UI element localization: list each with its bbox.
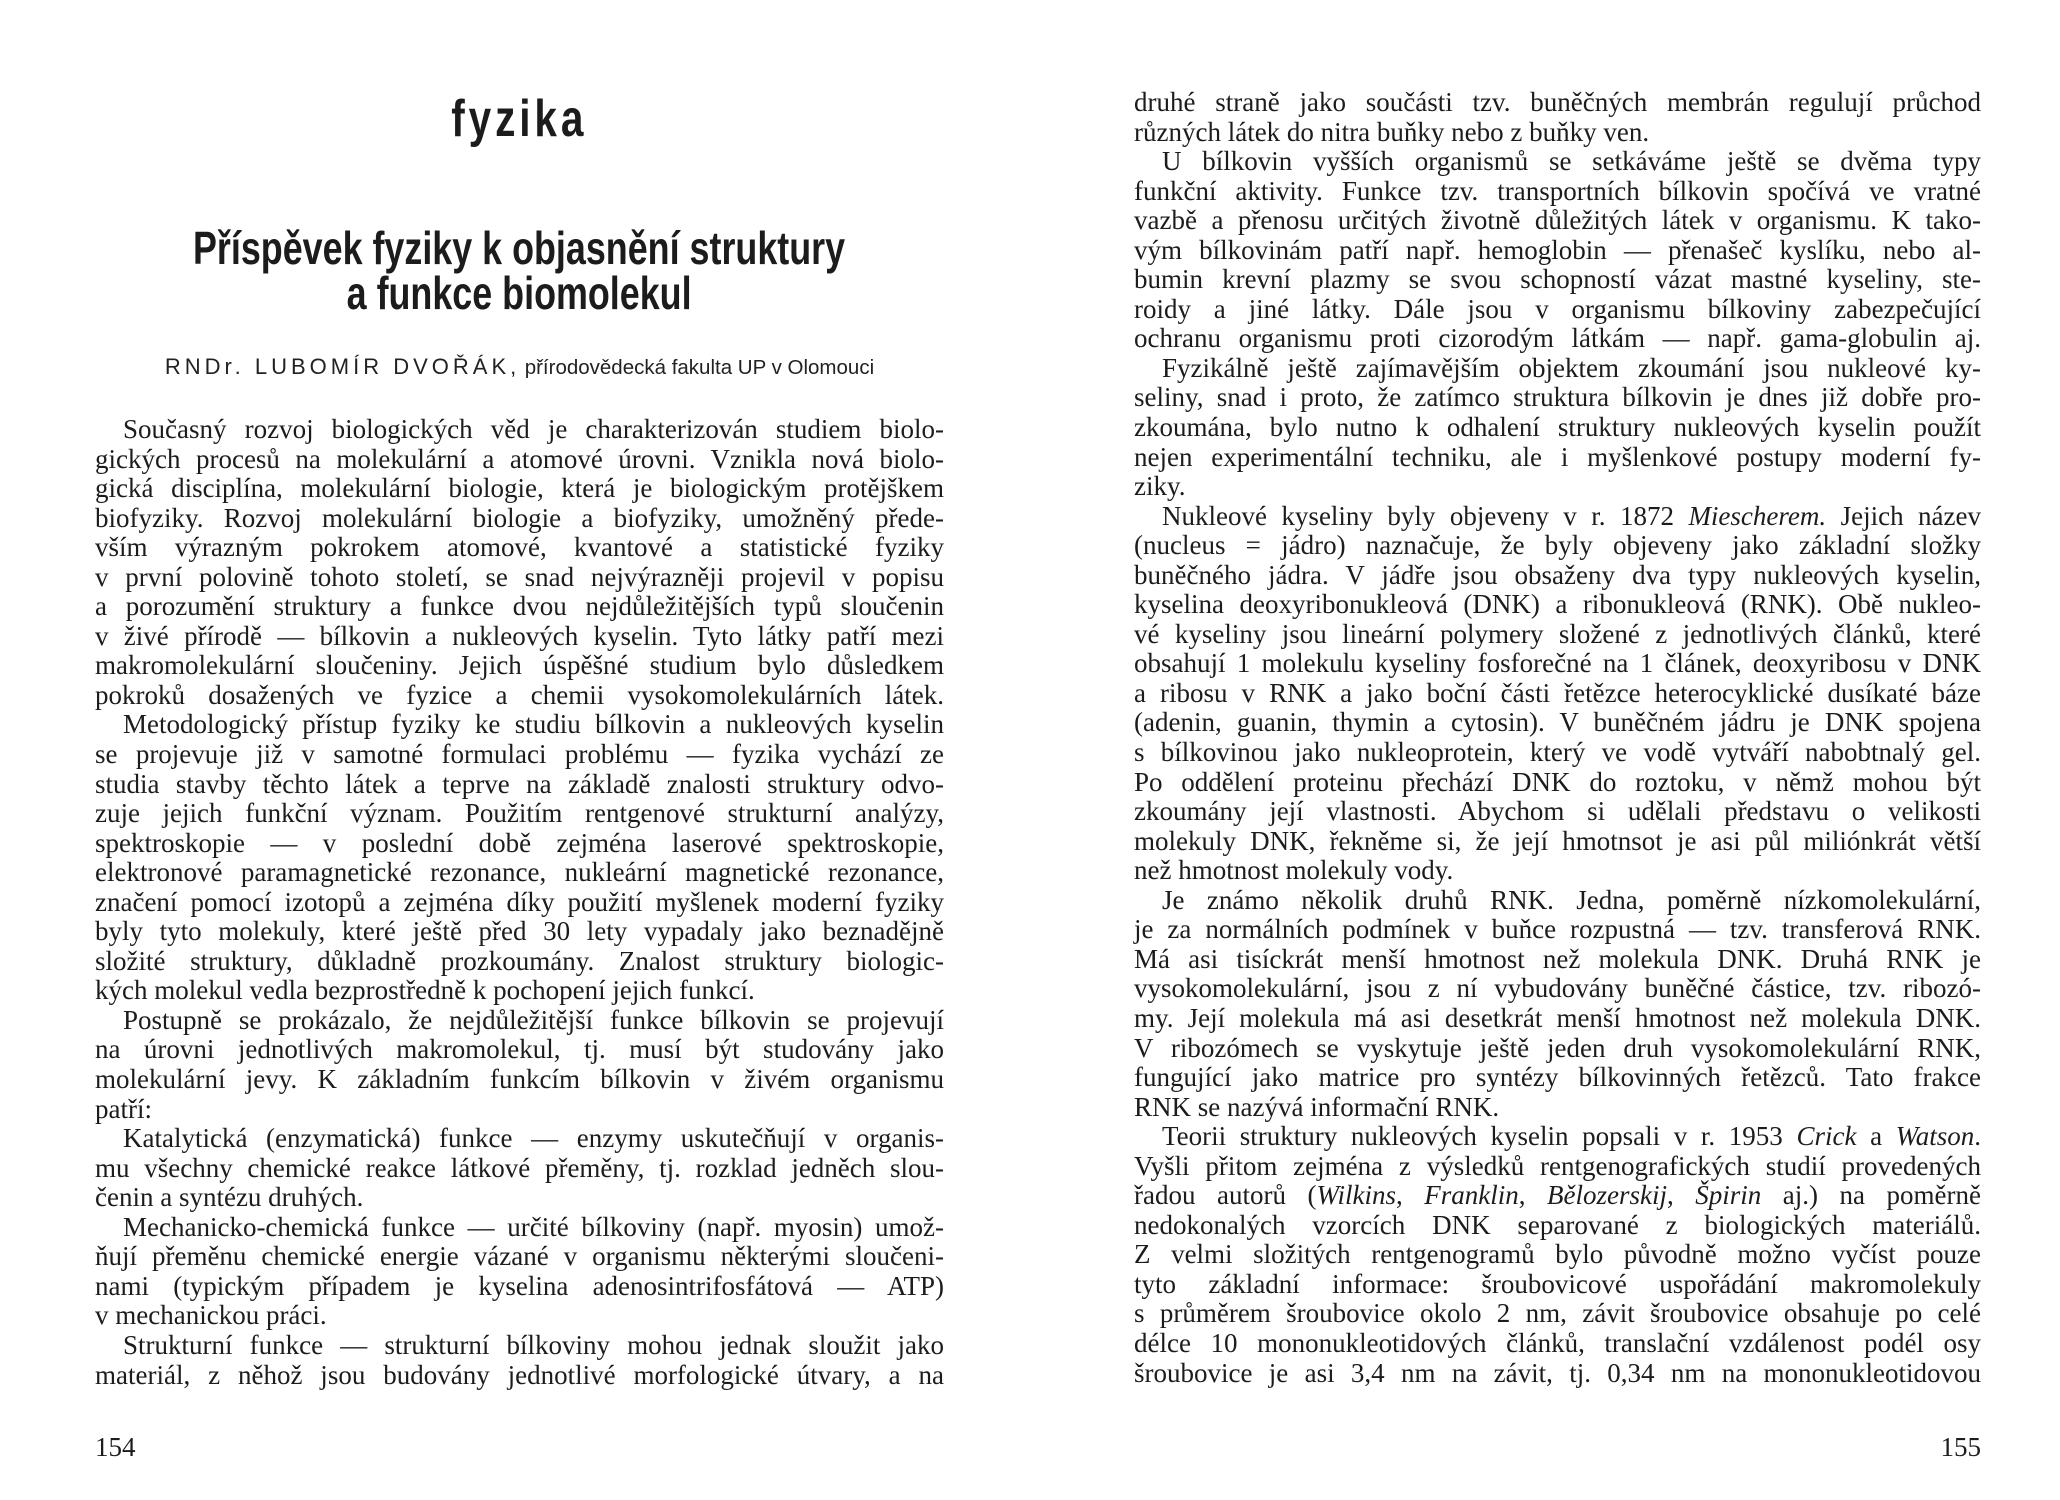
text-segment: Jejich název xyxy=(1826,500,1981,531)
text-line: a ribosu v RNK a jako boční části řetězce heterocyklické dusíkaté báze xyxy=(1134,677,1981,708)
text-line: makromolekulární sloučeniny. Jejich úspěšné studium bylo důsledkem xyxy=(95,650,944,681)
text-line: v mechanickou práci. xyxy=(95,1300,327,1331)
paragraph xyxy=(95,710,944,1005)
text-line: buněčného jádra. V jádře jsou obsaženy dva typy nukleových kyselin, xyxy=(1134,559,1981,590)
text-line: Současný rozvoj biologických věd je charakterizován studiem biolo- xyxy=(123,414,944,444)
text-line: vým bílkovinám patří např. hemoglobin — přenašeč kyslíku, nebo al- xyxy=(1134,234,1981,265)
text-segment: řadou autorů ( xyxy=(1134,1180,1317,1211)
text-line: čenin a syntézu druhých. xyxy=(95,1182,364,1213)
text-line: než hmotnost molekuly vody. xyxy=(1134,855,1454,886)
text-line: v první polovině tohoto století, se snad nejvýrazněji projevil v popisu xyxy=(95,561,944,592)
text-line: značení pomocí izotopů a zejména díky použití myšlenek moderní fyziky xyxy=(95,886,944,917)
byline xyxy=(95,352,944,385)
text-line: nami (typickým případem je kyselina adenosintrifosfátová — ATP) xyxy=(95,1270,944,1301)
text-line: s průměrem šroubovice okolo 2 nm, závit šroubovice obsahuje po celé xyxy=(1134,1298,1981,1329)
paragraph xyxy=(1134,502,1981,886)
text-line: U bílkovin vyšších organismů se setkáváme ještě se dvěma typy xyxy=(1162,146,1981,177)
text-line: gických procesů na molekulární a atomové úrovni. Vznikla nová biolo- xyxy=(95,443,944,474)
text-line: molekulární jevy. K základním funkcím bílkovin v živém organismu xyxy=(95,1064,944,1095)
text-line: patří: xyxy=(95,1093,152,1124)
text-line: v živé přírodě — bílkovin a nukleových kyselin. Tyto látky patří mezi xyxy=(95,620,944,651)
text-line: ziky. xyxy=(1134,471,1186,502)
text-segment: . xyxy=(1974,1121,1981,1152)
text-line: molekuly DNK, řekněme si, že její hmotnsot je asi půl miliónkrát větší xyxy=(1134,825,1981,856)
text-line: šroubovice je asi 3,4 nm na závit, tj. 0,34 nm na mononukleotidovou xyxy=(1134,1357,1981,1388)
text-line: je za normálních podmínek v buňce rozpustná — tzv. transferová RNK. xyxy=(1134,914,1981,945)
text-line: bumin krevní plazmy se svou schopností vázat mastné kyseliny, ste- xyxy=(1134,264,1981,295)
text-line: materiál, z něhož jsou budovány jednotlivé morfologické útvary, a na xyxy=(95,1359,944,1390)
right-page-body xyxy=(1134,88,1981,1388)
title-line-text: a funkce biomolekul xyxy=(347,267,692,319)
section-heading-text: fyzika xyxy=(451,90,588,148)
text-line: Má asi tisíckrát menší hmotnost než molekula DNK. Druhá RNK je xyxy=(1134,943,1981,974)
text-line: Je známo několik druhů RNK. Jedna, poměrně nízkomolekulární, xyxy=(1162,884,1981,915)
text-line: my. Její molekula má asi desetkrát menší hmotnost než molekula DNK. xyxy=(1134,1002,1981,1033)
text-line: zkoumány její vlastnosti. Abychom si udělali představu o velikosti xyxy=(1134,796,1981,827)
text-line: Z velmi složitých rentgenogramů bylo původně možno vyčíst pouze xyxy=(1134,1239,1981,1270)
text-line: mu všechny chemické reakce látkové přeměny, tj. rozklad jedněch slou- xyxy=(95,1152,944,1183)
text-line: zuje jejich funkční význam. Použitím rentgenové strukturní analýzy, xyxy=(95,798,944,829)
text-line: kých molekul vedla bezprostředně k pochopení jejich funkcí. xyxy=(95,975,755,1006)
text-line: tyto základní informace: šroubovicové uspořádání makromolekuly xyxy=(1134,1268,1981,1299)
text-line: Fyzikálně ještě zajímavějším objektem zkoumání jsou nukleové ky- xyxy=(1162,352,1981,383)
text-line: vazbě a přenosu určitých životně důležitých látek v organismu. K tako- xyxy=(1134,205,1981,236)
title-line-text: Příspěvek fyziky k objasnění struktury xyxy=(193,222,846,274)
title-line-1 xyxy=(95,222,944,274)
text-line: druhé straně jako součásti tzv. buněčných membrán regulují průchod xyxy=(1134,87,1981,117)
text-line: gická disciplína, molekulární biologie, která je biologickým protějškem xyxy=(95,473,944,504)
text-line: spektroskopie — v poslední době zejména laserové spektroskopie, xyxy=(95,827,944,858)
text-segment: aj.) na poměrně xyxy=(1761,1180,1981,1211)
italic-name: Watson xyxy=(1895,1121,1975,1152)
paragraph xyxy=(1134,1122,1981,1388)
text-line: Vyšli přitom zejména z výsledků rentgenografických studií provedených xyxy=(1134,1150,1981,1181)
article-title xyxy=(95,222,944,319)
page-number-left: 154 xyxy=(95,1432,136,1462)
title-line-2 xyxy=(95,267,944,319)
text-line: (nucleus = jádro) naznačuje, že byly objeveny jako základní složky xyxy=(1134,530,1981,561)
text-line: roidy a jiné látky. Dále jsou v organismu bílkoviny zabezpečující xyxy=(1134,293,1981,324)
text-line: Metodologický přístup fyziky ke studiu bílkovin a nukleových kyselin xyxy=(123,709,944,740)
text-line: ochranu organismu proti cizorodým látkám — např. gama-globulin aj. xyxy=(1134,323,1981,354)
text-line xyxy=(1134,1181,1981,1211)
text-line: elektronové paramagnetické rezonance, nukleární magnetické rezonance, xyxy=(95,857,944,888)
text-line: Po oddělení proteinu přechází DNK do roztoku, v němž mohou být xyxy=(1134,766,1981,797)
left-page-body xyxy=(95,415,944,1390)
text-line xyxy=(1134,1122,1981,1152)
italic-name: Bělozerskij xyxy=(1547,1180,1667,1211)
text-line xyxy=(1134,502,1981,532)
text-line: Katalytická (enzymatická) funkce — enzymy uskutečňují v organis- xyxy=(123,1123,944,1154)
text-line: zkoumána, bylo nutno k odhalení struktury nukleových kyselin použít xyxy=(1134,412,1981,443)
text-line: obsahují 1 molekulu kyseliny fosforečné na 1 článek, deoxyribosu v DNK xyxy=(1134,648,1981,679)
text-line: Postupně se prokázalo, že nejdůležitější funkce bílkovin se projevují xyxy=(123,1004,944,1035)
text-line: vším výrazným pokrokem atomové, kvantové a statistické fyziky xyxy=(95,532,944,563)
italic-name: Crick xyxy=(1796,1121,1857,1152)
paragraph xyxy=(95,1124,944,1213)
paragraph xyxy=(95,1331,944,1390)
text-segment: Nukleové kyseliny byly objeveny v r. 1872 xyxy=(1162,500,1689,531)
paragraph xyxy=(95,1006,944,1124)
text-line: Mechanicko-chemická funkce — určité bílkoviny (např. myosin) umož- xyxy=(123,1211,944,1242)
italic-name: Wilkins xyxy=(1316,1180,1396,1211)
text-line: biofyziky. Rozvoj molekulární biologie a biofyziky, umožněný přede- xyxy=(95,502,944,533)
text-line: studia stavby těchto látek a teprve na základě znalosti struktury odvo- xyxy=(95,768,944,799)
italic-name: Špirin xyxy=(1695,1180,1762,1211)
text-line: a porozumění struktury a funkce dvou nejdůležitějších typů sloučenin xyxy=(95,591,944,622)
text-line: kyselina deoxyribonukleová (DNK) a ribonukleová (RNK). Obě nukleo- xyxy=(1134,589,1981,620)
section-heading xyxy=(95,88,944,150)
text-line: vé kyseliny jsou lineární polymery složené z jednotlivých článků, které xyxy=(1134,618,1981,649)
text-line: nejen experimentální techniku, ale i myšlenkové postupy moderní fy- xyxy=(1134,441,1981,472)
text-line: pokroků dosažených ve fyzice a chemii vysokomolekulárních látek. xyxy=(95,679,944,710)
text-segment: a xyxy=(1856,1121,1896,1152)
author-affiliation: přírodovědecká fakulta UP v Olomouci xyxy=(524,356,875,379)
text-line: (adenin, guanin, thymin a cytosin). V buněčném jádru je DNK spojena xyxy=(1134,707,1981,738)
text-line: ňují přeměnu chemické energie vázané v organismu některými sloučeni- xyxy=(95,1241,944,1272)
text-line: se projevuje již v samotné formulaci problému — fyzika vychází ze xyxy=(95,739,944,770)
text-line: funkční aktivity. Funkce tzv. transportních bílkovin spočívá ve vratné xyxy=(1134,175,1981,206)
author-name: RNDr. LUBOMÍR DVOŘÁK, xyxy=(164,354,521,379)
text-line: fungující jako matrice pro syntézy bílkovinných řetězců. Tato frakce xyxy=(1134,1062,1981,1093)
text-line: délce 10 mononukleotidových článků, translační vzdálenost podél osy xyxy=(1134,1327,1981,1358)
text-line: různých látek do nitra buňky nebo z buňky ven. xyxy=(1134,116,1650,147)
paragraph xyxy=(1134,147,1981,354)
paragraph xyxy=(1134,886,1981,1122)
page-number-right: 155 xyxy=(1940,1432,1981,1462)
text-line: vysokomolekulární, jsou z ní vybudovány buněčné částice, tzv. ribozó- xyxy=(1134,973,1981,1004)
text-line: V ribozómech se vyskytuje ještě jeden druh vysokomolekulární RNK, xyxy=(1134,1032,1981,1063)
paragraph xyxy=(1134,354,1981,502)
text-line: RNK se nazývá informační RNK. xyxy=(1134,1091,1500,1122)
italic-name: Miescherem. xyxy=(1688,500,1827,531)
text-line: nedokonalých vzorcích DNK separované z biologických materiálů. xyxy=(1134,1209,1981,1240)
text-line: s bílkovinou jako nukleoprotein, který ve vodě vytváří nabobtnalý gel. xyxy=(1134,737,1981,768)
text-line: na úrovni jednotlivých makromolekul, tj. musí být studovány jako xyxy=(95,1034,944,1065)
text-line: seliny, snad i proto, že zatímco struktura bílkovin je dnes již dobře pro- xyxy=(1134,382,1981,413)
paragraph xyxy=(1134,88,1981,147)
paragraph xyxy=(95,415,944,710)
text-line: Strukturní funkce — strukturní bílkoviny mohou jednak sloužit jako xyxy=(123,1329,944,1360)
text-segment: , xyxy=(1667,1180,1696,1211)
text-line: byly tyto molekuly, které ještě před 30 lety vypadaly jako beznadějně xyxy=(95,916,944,947)
text-segment: , xyxy=(1395,1180,1425,1211)
text-line: složité struktury, důkladně prozkoumány. Znalost struktury biologic- xyxy=(95,945,944,976)
paragraph xyxy=(95,1213,944,1331)
text-segment: , xyxy=(1518,1180,1548,1211)
text-segment: Teorii struktury nukleových kyselin popsali v r. 1953 xyxy=(1162,1121,1797,1152)
italic-name: Franklin xyxy=(1424,1180,1519,1211)
